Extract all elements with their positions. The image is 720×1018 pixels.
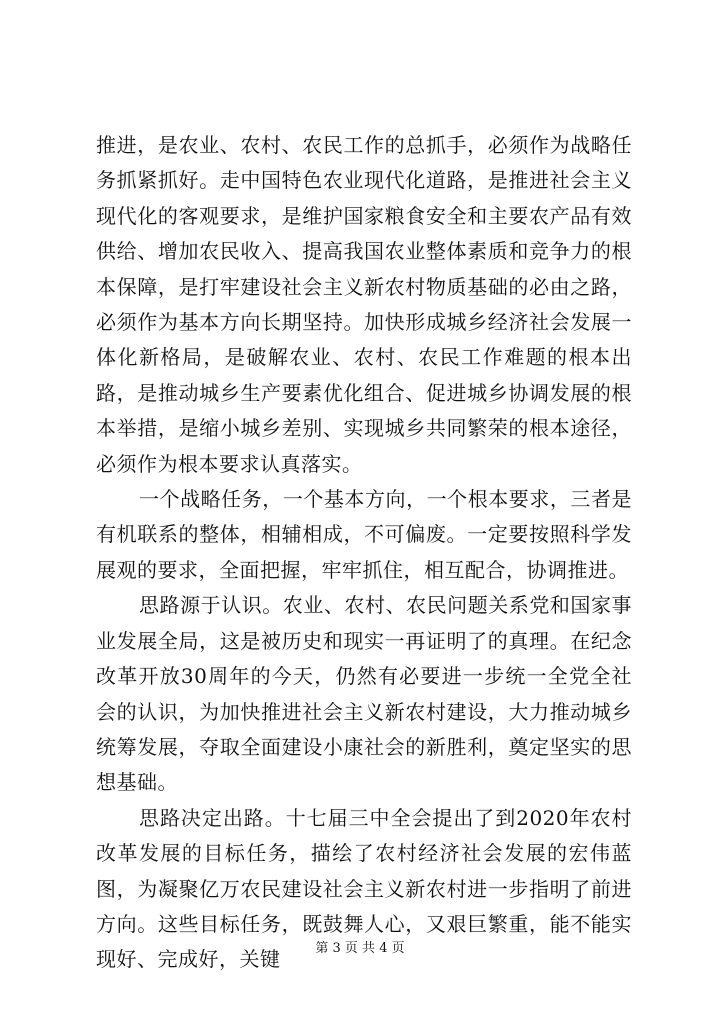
paragraph-3: 思路源于认识。农业、农村、农民问题关系党和国家事业发展全局，这是被历史和现实一再证明了的真理。在纪念改革开放30周年的今天，仍然有必要进一步统一全党全社会的认识，为加快推进社会主义新农村建设，大力推动城乡统筹发展，夺取全面建设小康社会的新胜利，奠定坚实的思想基础。 — [96, 593, 632, 795]
document-body — [96, 128, 632, 978]
paragraph-1: 推进，是农业、农村、农民工作的总抓手，必须作为战略任务抓紧抓好。走中国特色农业现代化道路，是推进社会主义现代化的客观要求，是维护国家粮食安全和主要农产品有效供给、增加农民收入、提高我国农业整体素质和竞争力的根本保障，是打牢建设社会主义新农村物质基础的必由之路，必须作为基本方向长期坚持。加快形成城乡经济社会发展一体化新格局，是破解农业、农村、农民工作难题的根本出路，是推动城乡生产要素优化组合、促进城乡协调发展的根本举措，是缩小城乡差别、实现城乡共同繁荣的根本途径，必须作为根本要求认真落实。 — [96, 133, 632, 476]
paragraph-2: 一个战略任务，一个基本方向，一个根本要求，三者是有机联系的整体，相辅相成，不可偏废。一定要按照科学发展观的要求，全面把握，牢牢抓住，相互配合，协调推进。 — [96, 487, 632, 582]
paragraph-4: 思路决定出路。十七届三中全会提出了到2020年农村改革发展的目标任务，描绘了农村经济社会发展的宏伟蓝图，为凝聚亿万农民建设社会主义新农村进一步指明了前进方向。这些目标任务，既鼓舞人心，又艰巨繁重，能不能实现好、完成好，关键 — [96, 805, 632, 972]
page-number-footer: 第 3 页 共 4 页 — [315, 941, 405, 956]
